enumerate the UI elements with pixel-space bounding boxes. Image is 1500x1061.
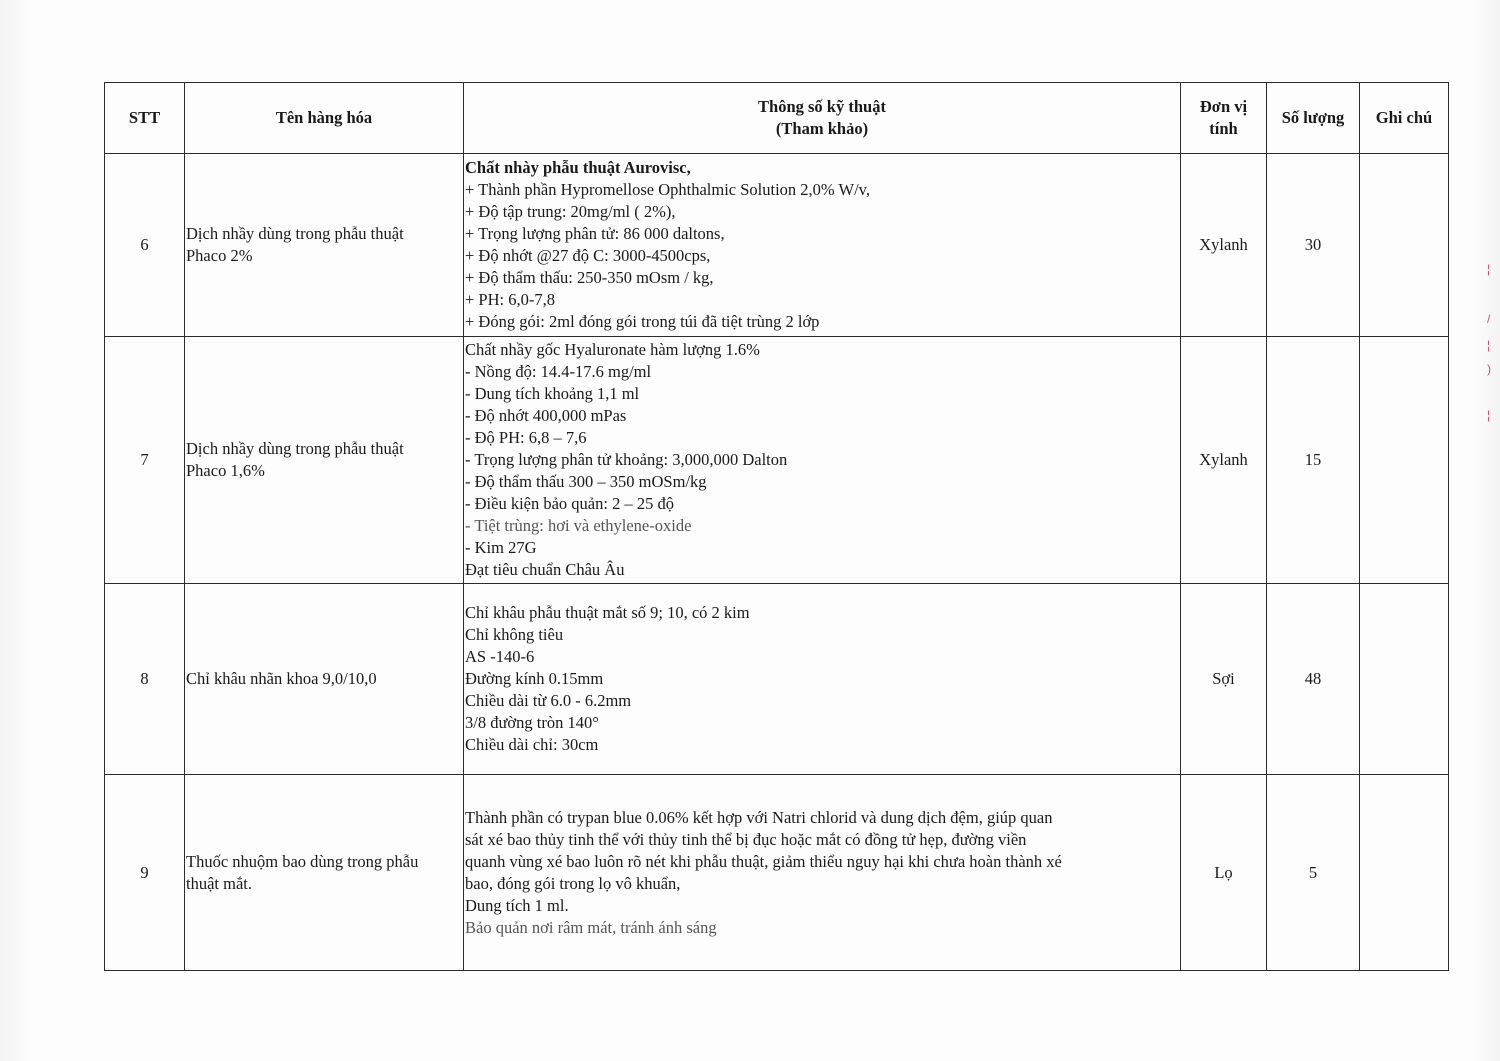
table-row — [105, 154, 1449, 337]
row-qty: 5 — [1267, 775, 1360, 971]
stamp-mark: / — [1487, 312, 1491, 326]
row-name — [185, 775, 464, 971]
header-qty: Số lượng — [1267, 83, 1360, 154]
row-unit: Sợi — [1181, 584, 1267, 775]
spec-line: - Độ thẩm thấu 300 – 350 mOSm/kg — [465, 472, 707, 491]
row-note — [1360, 584, 1449, 775]
row-name-line: Dịch nhầy dùng trong phẫu thuật — [186, 224, 404, 243]
table-row — [105, 775, 1449, 971]
spec-line: - Kim 27G — [465, 538, 537, 557]
header-note: Ghi chú — [1360, 83, 1449, 154]
spec-line: Thành phần có trypan blue 0.06% kết hợp với Natri chlorid và dung dịch đệm, giúp quan — [465, 807, 1053, 827]
spec-line: Chiều dài chỉ: 30cm — [465, 735, 599, 754]
spec-line: + PH: 6,0-7,8 — [465, 290, 555, 309]
spec-line: + Độ nhớt @27 độ C: 3000-4500cps, — [465, 246, 711, 265]
row-spec — [464, 337, 1181, 584]
spec-line: Đạt tiêu chuẩn Châu Âu — [465, 560, 625, 579]
row-spec — [464, 584, 1181, 775]
header-unit-line2: tính — [1209, 119, 1238, 138]
equipment-spec-table — [104, 82, 1449, 971]
spec-line: - Điều kiện bảo quản: 2 – 25 độ — [465, 494, 674, 513]
spec-line: - Tiệt trùng: hơi và ethylene-oxide — [465, 516, 692, 535]
header-name: Tên hàng hóa — [185, 83, 464, 154]
row-spec — [464, 154, 1181, 337]
spec-line: AS -140-6 — [465, 647, 535, 666]
row-qty: 30 — [1267, 154, 1360, 337]
spec-line: - Độ PH: 6,8 – 7,6 — [465, 428, 587, 447]
row-stt: 9 — [105, 775, 185, 971]
spec-line: Chất nhầy gốc Hyaluronate hàm lượng 1.6% — [465, 340, 760, 359]
spec-line: bao, đóng gói trong lọ vô khuẩn, — [465, 873, 681, 893]
spec-line: sát xé bao thủy tinh thể với thủy tinh thể bị đục hoặc mắt có đồng tử hẹp, đường viền — [465, 829, 1027, 849]
row-note — [1360, 154, 1449, 337]
row-spec — [464, 775, 1181, 971]
row-qty: 15 — [1267, 337, 1360, 584]
spec-line: - Nồng độ: 14.4-17.6 mg/ml — [465, 362, 652, 381]
spec-line: Đường kính 0.15mm — [465, 669, 604, 688]
spec-line: + Trọng lượng phân tử: 86 000 daltons, — [465, 224, 725, 243]
spec-line: Chỉ khâu phẫu thuật mắt số 9; 10, có 2 kim — [465, 603, 750, 622]
row-note — [1360, 337, 1449, 584]
header-spec-subtitle: (Tham khảo) — [775, 119, 869, 138]
row-stt: 6 — [105, 154, 185, 337]
spec-line: + Đóng gói: 2ml đóng gói trong túi đã tiệt trùng 2 lớp — [465, 312, 820, 331]
spec-line: Chiều dài từ 6.0 - 6.2mm — [465, 691, 632, 710]
stamp-mark: ) — [1487, 362, 1491, 376]
row-qty: 48 — [1267, 584, 1360, 775]
spec-line: Dung tích 1 ml. — [465, 895, 569, 915]
stamp-mark: ¦ — [1487, 262, 1491, 276]
row-note — [1360, 775, 1449, 971]
spec-line: Chỉ không tiêu — [465, 625, 564, 644]
spec-line: + Độ tập trung: 20mg/ml ( 2%), — [465, 202, 676, 221]
spec-line: + Thành phần Hypromellose Ophthalmic Solution 2,0% W/v, — [465, 180, 870, 199]
header-stt: STT — [105, 83, 185, 154]
spec-line: + Độ thẩm thấu: 250-350 mOsm / kg, — [465, 268, 714, 287]
row-name — [185, 154, 464, 337]
row-name-line: Chỉ khâu nhãn khoa 9,0/10,0 — [186, 669, 377, 688]
header-unit-line1: Đơn vị — [1199, 97, 1248, 116]
spec-line: quanh vùng xé bao luôn rõ nét khi phẫu thuật, giảm thiểu nguy hại khi chưa hoàn thành xé — [465, 851, 1062, 871]
spec-line: 3/8 đường tròn 140° — [465, 713, 599, 732]
stamp-mark: ¦ — [1487, 408, 1491, 422]
header-unit — [1181, 83, 1267, 154]
table-header-row — [105, 83, 1449, 154]
header-spec-title: Thông số kỹ thuật — [758, 97, 886, 116]
spec-line: Bảo quản nơi râm mát, tránh ánh sáng — [465, 917, 717, 937]
spec-line: - Độ nhớt 400,000 mPas — [465, 406, 627, 425]
header-spec — [464, 83, 1181, 154]
row-stt: 7 — [105, 337, 185, 584]
row-name — [185, 337, 464, 584]
row-name-line: Phaco 2% — [186, 246, 253, 265]
row-name-line: Dịch nhầy dùng trong phẫu thuật — [186, 439, 404, 458]
row-unit: Xylanh — [1181, 337, 1267, 584]
row-name — [185, 584, 464, 775]
spec-line: - Dung tích khoảng 1,1 ml — [465, 384, 640, 403]
spec-line: Chất nhày phẫu thuật Aurovisc, — [465, 158, 691, 177]
row-unit: Lọ — [1181, 775, 1267, 971]
row-name-line: thuật mắt. — [186, 873, 252, 893]
table-row — [105, 584, 1449, 775]
row-name-line: Phaco 1,6% — [186, 461, 265, 480]
spec-line: - Trọng lượng phân tử khoảng: 3,000,000 Dalton — [465, 450, 788, 469]
row-name-line: Thuốc nhuộm bao dùng trong phẫu — [186, 851, 419, 871]
table-row — [105, 337, 1449, 584]
row-unit: Xylanh — [1181, 154, 1267, 337]
row-stt: 8 — [105, 584, 185, 775]
stamp-mark: ¦ — [1487, 338, 1491, 352]
